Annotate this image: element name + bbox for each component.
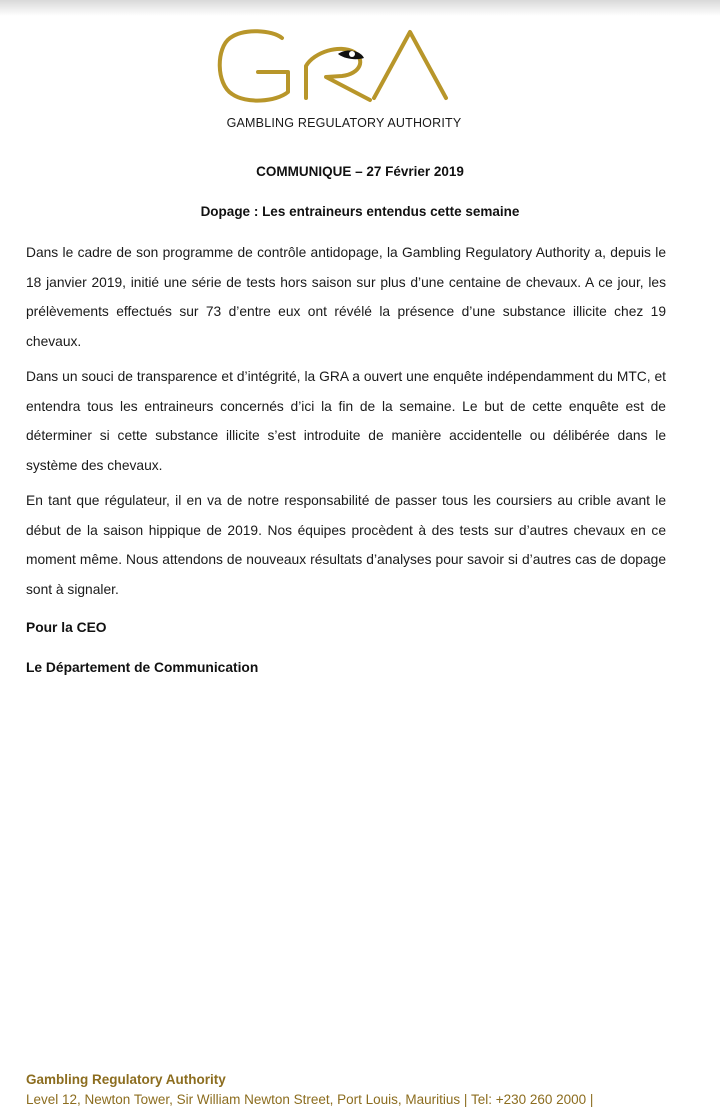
body-paragraph: Dans un souci de transparence et d’intégrité, la GRA a ouvert une enquête indépendamment du MTC, et entendra tous les entraineurs concernés d’ici la fin de la semaine. Le but de cette enquête est de déterminer si cette substance illicite s’est introduite de manière accidentelle ou délibérée dans le système des chevaux. bbox=[26, 369, 666, 473]
communique-subheading: Dopage : Les entraineurs entendus cette semaine bbox=[200, 204, 520, 219]
gra-logo-mark bbox=[214, 26, 474, 110]
footer-address: Level 12, Newton Tower, Sir William Newton Street, Port Louis, Mauritius | Tel: +230 260 2000 | bbox=[26, 1092, 594, 1107]
body-paragraph: En tant que régulateur, il en va de notre responsabilité de passer tous les coursiers au crible avant le début de la saison hippique de 2019. Nos équipes procèdent à des tests sur d’autres chevaux en ce moment même. Nous attendons de nouveaux résultats d’analyses pour savoir si d’autres cas de dopage sont à signaler. bbox=[26, 493, 666, 597]
signature-line-ceo: Pour la CEO bbox=[26, 620, 107, 635]
page-top-shadow bbox=[0, 0, 720, 16]
communique-heading: COMMUNIQUE – 27 Février 2019 bbox=[256, 164, 464, 179]
signature-line-department: Le Département de Communication bbox=[26, 660, 259, 675]
gra-logo bbox=[214, 26, 474, 138]
logo-caption: GAMBLING REGULATORY AUTHORITY bbox=[226, 116, 462, 130]
footer-organization: Gambling Regulatory Authority bbox=[26, 1072, 226, 1087]
body-paragraph: Dans le cadre de son programme de contrôle antidopage, la Gambling Regulatory Authority a, depuis le 18 janvier 2019, initié une série de tests hors saison sur plus d’une centaine de chevaux. A ce jour, les prélèvements effectués sur 73 d’entre eux ont révélé la présence d’une substance illicite chez 19 chevaux. bbox=[26, 245, 666, 349]
